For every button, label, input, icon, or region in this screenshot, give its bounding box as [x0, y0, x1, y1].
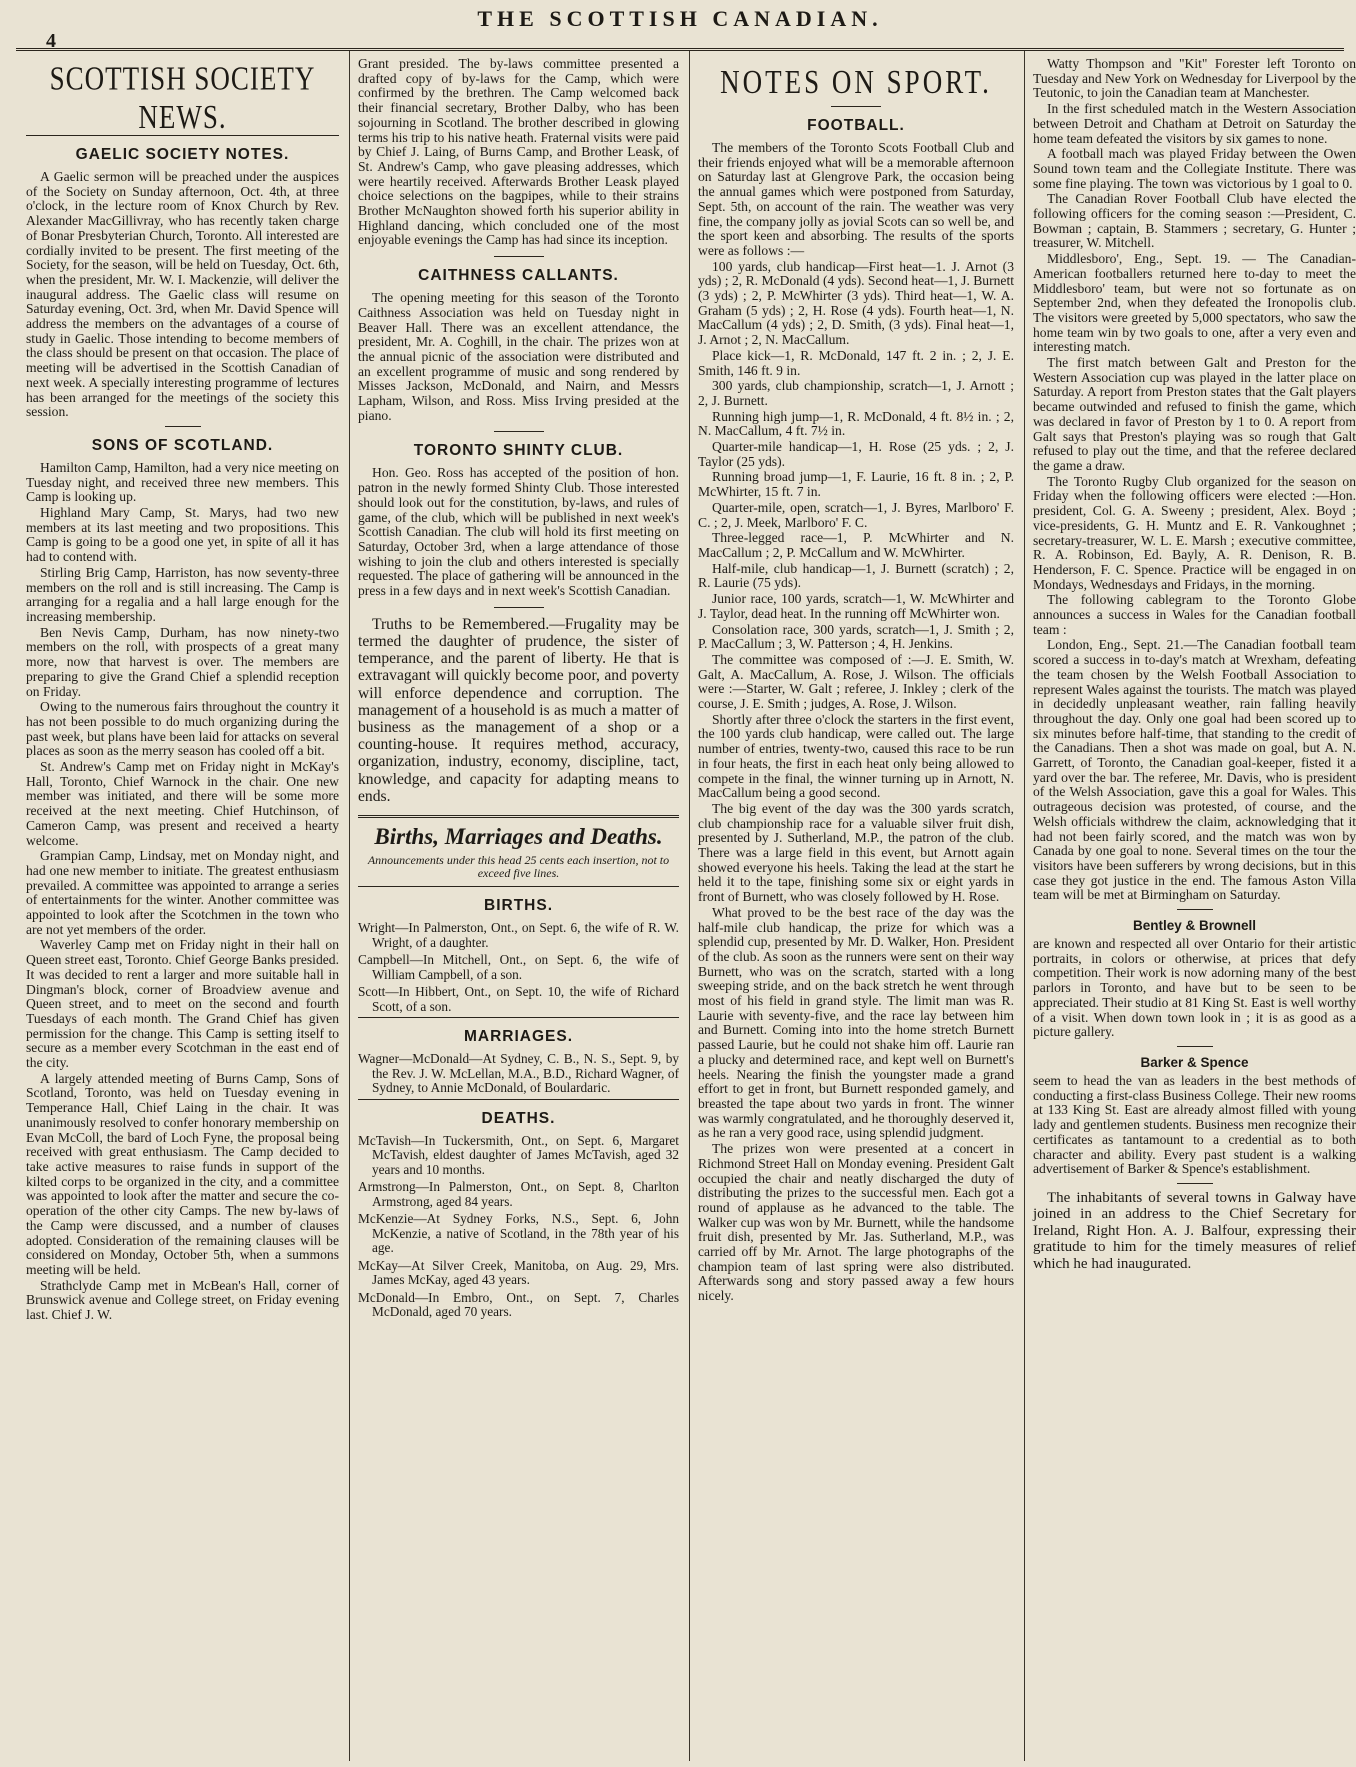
- gaelic-society-heading: GAELIC SOCIETY NOTES.: [75, 146, 290, 163]
- death-notice: McDonald—In Embro, Ont., on Sept. 7, Charles McDonald, aged 70 years.: [358, 1289, 679, 1320]
- death-notice: McKenzie—At Sydney Forks, N.S., Sept. 6, John McKenzie, a native of Scotland, in the 78th year of his age.: [358, 1211, 679, 1256]
- divider: [358, 886, 679, 887]
- sons-paragraph: Owing to the numerous fairs throughout the country it has not been possible to do much organizing during the past week, but plans have been laid for attacks on several places as soon as the merry season has cooled off a bit.: [26, 699, 339, 759]
- divider: [1177, 909, 1213, 910]
- marriage-notice: Wagner—McDonald—At Sydney, C. B., N. S., Sept. 9, by the Rev. J. W. McLellan, M.A., B.D., Richard Wagner, of Sydney, to Annie McDonald, of Boulardaric.: [358, 1051, 679, 1096]
- sons-paragraph: Highland Mary Camp, St. Marys, had two new members at its last meeting and two propositions. This Camp is going to be a good one yet, in spite of all it has had to contend with.: [26, 505, 339, 565]
- divider: [494, 431, 544, 432]
- sport-paragraph: Running high jump—1, R. McDonald, 4 ft. 8½ in. ; 2, N. MacCallum, 4 ft. 7½ in.: [698, 408, 1014, 439]
- sons-paragraph: Hamilton Camp, Hamilton, had a very nice meeting on Tuesday night, and received three new members. This Camp is looking up.: [26, 459, 339, 505]
- sport-paragraph: The Toronto Rugby Club organized for the season on Friday when the following officers were elected :—Hon. president, Col. G. A. Sweeny ; president, Alex. Boyd ; vice-presidents, G. H. Muntz and E. R. Vankoughnet ; secretary-treasurer, W. L. E. Marsh ; executive committee, R. A. Robinson, Ed. Bayly, A. R. Denison, R. B. Henderson, F. C. Spence. Practice will be engaged in on Mondays, Wednesdays and Fridays, in the morning.: [1033, 473, 1356, 592]
- sport-paragraph: The big event of the day was the 300 yards scratch, club championship race for a valuable silver fruit dish, presented by J. Sutherland, M.P., the patron of the club. There was a large field in this event, but Arnott again showed everyone his heels. Taking the lead at the start he held it to the tape, finishing some six or eight yards in front of Burnett, who was closely followed by H. Rose.: [698, 800, 1014, 905]
- notes-on-sport-banner: NOTES ON SPORT.: [720, 63, 992, 101]
- sport-paragraph: Place kick—1, R. McDonald, 147 ft. 2 in. ; 2, J. E. Smith, 146 ft. 9 in.: [698, 347, 1014, 378]
- barker-spence-ad: seem to head the van as leaders in the best methods of conducting a first-class Business College. Their new rooms at 133 King St. East are already almost filled with young lady and gentlemen students. Business men recognize their certificates as tantamount to a credential as to both character and ability. Every past student is a walking advertisement of Barker & Spence's establishment.: [1033, 1073, 1356, 1177]
- sons-paragraph: St. Andrew's Camp met on Friday night in McKay's Hall, Toronto, Chief Warnock in the chair. One new member was initiated, and there will be some more received at the next meeting. Chief Hutchinson, of Cameron Camp, was present and received a hearty welcome.: [26, 759, 339, 848]
- sons-paragraph: Grampian Camp, Lindsay, met on Monday night, and had one new member to initiate. The greatest enthusiasm prevailed. A committee was appointed to arrange a series of entertainments for the winter. Another committee was appointed to look after the Scotchmen in the town who are not yet members of the order.: [26, 848, 339, 937]
- sport-paragraph: Shortly after three o'clock the starters in the first event, the 100 yards club handicap, were called out. The large number of entries, twenty-two, caused this race to be run in four heats, the first in each heat only being allowed to compete in the final, the winner turning up in Arnott, N. MacCallum being a good second.: [698, 711, 1014, 801]
- birth-notice: Campbell—In Mitchell, Ont., on Sept. 6, the wife of William Campbell, of a son.: [358, 952, 679, 982]
- sport-paragraph: The following cablegram to the Toronto Globe announces a success in Wales for the Canadian football team :: [1033, 592, 1356, 637]
- sport-paragraph: Middlesboro', Eng., Sept. 19. — The Canadian-American footballers returned here to-day to meet the Middlesboro' team, but were not so fortunate as on September 2nd, when they defeated the Ironopolis club. The visitors were greeted by 5,000 spectators, who saw the home team win by two goals to one, after a very even and interesting match.: [1033, 251, 1356, 355]
- sport-paragraph: Quarter-mile handicap—1, H. Rose (25 yds. ; 2, J. Taylor (25 yds).: [698, 439, 1014, 469]
- divider: [165, 426, 201, 427]
- sport-paragraph: 300 yards, club championship, scratch—1, J. Arnott ; 2, J. Burnett.: [698, 378, 1014, 408]
- birth-notice: Wright—In Palmerston, Ont., on Sept. 6, the wife of R. W. Wright, of a daughter.: [358, 920, 679, 950]
- death-notice: McTavish—In Tuckersmith, Ont., on Sept. 6, Margaret McTavish, eldest daughter of James McTavish, aged 32 years and 10 months.: [358, 1132, 679, 1177]
- football-heading: FOOTBALL.: [807, 117, 905, 134]
- marriages-heading: MARRIAGES.: [463, 1028, 574, 1046]
- masthead: [16, 6, 1344, 51]
- columns: [26, 51, 1356, 1761]
- column-3: [689, 51, 1014, 1761]
- sons-paragraph: Ben Nevis Camp, Durham, has now ninety-two members on the roll, with prospects of a great many more, now that harvest is over. The members are preparing to give the Grand Chief a splendid reception on Friday.: [26, 624, 339, 699]
- column-4: [1024, 51, 1356, 1761]
- shinty-heading: TORONTO SHINTY CLUB.: [413, 442, 624, 460]
- column-1: [26, 51, 339, 1761]
- bentley-brownell-heading: Bentley & Brownell: [1132, 918, 1257, 934]
- page-number: 4: [46, 30, 56, 52]
- shinty-article: Hon. Geo. Ross has accepted of the position of hon. patron in the newly formed Shinty Club. Those interested should look out for the constitution, by-laws, and rules of game, of the club, which will be published in next week's Scottish Canadian. The club will hold its first meeting on Saturday, October 3rd, when a large attendance of those wishing to join the club and others interested is specially requested. The place of gathering will be announced in the press in a few days and in next week's Scottish Canadian.: [358, 465, 679, 599]
- sport-paragraph: Junior race, 100 yards, scratch—1, W. McWhirter and J. Taylor, dead heat. In the running off McWhirter won.: [698, 591, 1014, 621]
- truths-article: Truths to be Remembered.—Frugality may be termed the daughter of prudence, the sister of temperance, and the parent of liberty. He that is extravagant will quickly become poor, and poverty will enforce dependence and corruption. The management of a household is as much a matter of business as the management of a shop or a counting-house. It requires method, accuracy, organization, industry, economy, discipline, tact, knowledge, and capacity for adapting means to ends.: [358, 615, 679, 805]
- sport-paragraph: The prizes won were presented at a concert in Richmond Street Hall on Monday evening. President Galt occupied the chair and neatly discharged the duty of distributing the prizes to the successful men. Each got a round of applause as he advanced to the table. The Walker cup was won by Mr. Burnett, while the handsome fruit dish, presented by Mr. Jas. Sutherland, M.P., was carried off by Mr. Arnot. The large photographs of the champion team of last spring were also distributed. Afterwards song and story passed away a few hours nicely.: [698, 1141, 1014, 1304]
- sport-paragraph: Running broad jump—1, F. Laurie, 16 ft. 8 in. ; 2, P. McWhirter, 15 ft. 7 in.: [698, 469, 1014, 500]
- divider: [358, 1017, 679, 1018]
- newspaper-title: THE SCOTTISH CANADIAN.: [477, 6, 883, 31]
- bentley-brownell-ad: are known and respected all over Ontario for their artistic portraits, in colors or otherwise, at prices that defy competition. Their work is now adorning many of the best parlors in Toronto, and have but to be seen to be appreciated. Their studio at 81 King St. East is well worthy of a visit. When down town look in ; it is as good as a picture gallery.: [1033, 936, 1356, 1040]
- sport-paragraph: The committee was composed of :—J. E. Smith, W. Galt, A. MacCallum, A. Rose, J. Wilson. The officials were :—Starter, W. Galt ; referee, J. Inkley ; clerk of the course, J. E. Smith ; judges, A. Rose, J. Wilson.: [698, 651, 1014, 712]
- sport-paragraph: The first match between Galt and Preston for the Western Association cup was played in the latter place on Saturday. A report from Preston states that the Galt players became outwinded and refused to finish the game, which was declared in favor of Preston by 1 to 0. A report from Galt says that Preston's playing was so rough that Galt refused to play out the time, and that the referee declared the game a draw.: [1033, 355, 1356, 473]
- sons-paragraph: Stirling Brig Camp, Harriston, has now seventy-three members on the roll and is still increasing. The Camp is arranging for a regalia and a hall large enough for the increasing membership.: [26, 564, 339, 624]
- sport-paragraph: A football mach was played Friday between the Owen Sound town team and the Collegiate Institute. There was some fine playing. The town was victorious by 1 goal to 0.: [1033, 146, 1356, 191]
- sport-paragraph: The Canadian Rover Football Club have elected the following officers for the coming season :—President, C. Bowman ; captain, B. Stammers ; secretary, G. Hunter ; treasurer, W. Mitchell.: [1033, 191, 1356, 251]
- caithness-article: The opening meeting for this season of the Toronto Caithness Association was held on Tuesday night in Beaver Hall. There was an excellent attendance, the president, Mr. A. Coghill, in the chair. The prizes won at the annual picnic of the association were distributed and an excellent programme of music and song rendered by Misses Jackson, McDonald, and Nairn, and Messrs Lapham, Wilson, and Ross. Miss Irving presided at the piano.: [358, 290, 679, 423]
- barker-spence-heading: Barker & Spence: [1140, 1055, 1249, 1070]
- gaelic-article: A Gaelic sermon will be preached under the auspices of the Society on Sunday afternoon, Oct. 4th, at three o'clock, in the lecture room of Knox Church by Rev. Alexander MacGillivray, who has recently taken charge of Bonar Presbyterian Church, Toronto. All interested are cordially invited to be present. The first meeting of the Society, for the season, will be held on Tuesday, Oct. 6th, when the president, Mr. W. I. Mackenzie, will deliver the inaugural address. The Gaelic class will resume on Saturday evening, Oct. 3rd, when Mr. David Spence will address the members on the advantages of a course of study in Gaelic. Those intending to become members of the class should be present on that occasion. The place of meeting will be advertised in the Scottish Canadian of next week. A specially interesting programme of lectures has been arranged for the meetings of the society this session.: [26, 169, 339, 420]
- galway-article: The inhabitants of several towns in Galway have joined in an address to the Chief Secretary for Ireland, Right Hon. A. J. Balfour, expressing their gratitude to him for the timely measures of relief which he had inaugurated.: [1033, 1189, 1356, 1272]
- deaths-heading: DEATHS.: [481, 1109, 556, 1127]
- sport-paragraph: Three-legged race—1, P. McWhirter and N. MacCallum ; 2, P. McCallum and W. McWhirter.: [698, 530, 1014, 560]
- death-notice: McKay—At Silver Creek, Manitoba, on Aug. 29, Mrs. James McKay, aged 43 years.: [358, 1257, 679, 1288]
- scottish-society-news-banner: SCOTTISH SOCIETY NEWS.: [49, 59, 316, 136]
- strathclyde-continued: Grant presided. The by-laws committee presented a drafted copy of by-laws for the Camp, which were confirmed by the brethren. The Camp welcomed back their financial secretary, Brother Dalby, who has been sojourning in Scotland. The brother described in glowing terms his trip to his native heath. Fraternal visits were paid by Chief J. Laing, of Burns Camp, and Brother Leask, of St. Andrew's Camp, who gave pleasing addresses, which were heartily received. Afterwards Brother Leask played choice selections on the bagpipes, while to their strains Brother McNaughton showed forth his superior ability in Highland dancing, which concluded one of the most enjoyable evenings the Camp has had since its inception.: [358, 56, 679, 248]
- sport-paragraph: The members of the Toronto Scots Football Club and their friends enjoyed what will be a memorable afternoon on Saturday last at Glengrove Park, the occasion being the annual games which were postponed from Saturday, Sept. 5th, on account of the rain. The weather was very fine, the company jolly as jovial Scots can so well be, and the sport keen and absorbing. The results of the sports were as follows :—: [698, 140, 1014, 258]
- divider: [1177, 1183, 1213, 1184]
- sport-paragraph: London, Eng., Sept. 21.—The Canadian football team scored a success in to-day's match at Wrexham, defeating the team chosen by the Welsh Football Association to represent Wales against the tourists. The match was played in decidedly unpleasant weather, rain falling heavily throughout the day. Only one goal had been scored up to six minutes before half-time, that standing to the credit of the Canadians. Then a shot was made on goal, but A. N. Garrett, of Toronto, the Canadian goal-keeper, fisted it a yard over the bar. The referee, Mr. Davis, who is president of the Welsh Association, gave this a goal for Wales. This outrageous decision was protested, of course, and the Welsh officials withdrew the claim, acknowledging that it had not been fairly scored, and the match was won by Canada by one goal to none. Several times on the tour the visitors have been sufferers by wrong decisions, but in this case they got justice in the end. The famous Aston Villa team will be met at Birmingham on Saturday.: [1033, 637, 1356, 903]
- sport-paragraph: 100 yards, club handicap—First heat—1. J. Arnot (3 yds) ; 2, R. McDonald (4 yds). Second heat—1, J. Burnett (3 yds) ; 2, P. McWhirter (3 yds). Third heat—1, W. A. Graham (5 yds) ; 2, H. Rose (4 yds). Fourth heat—1, N. MacCallum (4 yds) ; 2, D. Smith, (3 yds). Final heat—1, J. Arnot ; 2, N. MacCallum.: [698, 258, 1014, 348]
- divider: [831, 106, 881, 107]
- sons-paragraph: A largely attended meeting of Burns Camp, Sons of Scotland, Toronto, was held on Tuesday evening in Temperance Hall, Chief Laing in the chair. It was unanimously resolved to confer honorary membership on Evan McColl, the bard of Loch Fyne, the proposal being received with great enthusiasm. The Camp decided to take active measures to raise funds in support of the kilted corps to be organized in the city, and a committee was appointed to look after the matter and secure the co-operation of the other city Camps. The new by-laws of the Camp were discussed, and a number of clauses adopted. Consideration of the remaining clauses will be considered on Monday, October 5th, when a summons meeting will be held.: [26, 1070, 339, 1277]
- sport-paragraph: Quarter-mile, open, scratch—1, J. Byres, Marlboro' F. C. ; 2, J. Meek, Marlboro' F. C.: [698, 499, 1014, 530]
- sport-paragraph: Half-mile, club handicap—1, J. Burnett (scratch) ; 2, R. Laurie (75 yds).: [698, 560, 1014, 591]
- sons-of-scotland-heading: SONS OF SCOTLAND.: [91, 436, 274, 454]
- bmd-note: Announcements under this head 25 cents each insertion, not to exceed five lines.: [367, 853, 670, 881]
- death-notice: Armstrong—In Palmerston, Ont., on Sept. 8, Charlton Armstrong, aged 84 years.: [358, 1179, 679, 1209]
- births-heading: BIRTHS.: [484, 897, 553, 915]
- divider: [1177, 1046, 1213, 1047]
- divider: [494, 607, 544, 608]
- sport-paragraph: Watty Thompson and "Kit" Forester left Toronto on Tuesday and New York on Wednesday for Liverpool by the Teutonic, to join the Canadian team at Manchester.: [1033, 56, 1356, 101]
- caithness-heading: CAITHNESS CALLANTS.: [418, 267, 619, 285]
- sons-paragraph: Strathclyde Camp met in McBean's Hall, corner of Brunswick avenue and College street, on Friday evening last. Chief J. W.: [26, 1277, 339, 1323]
- sons-paragraph: Waverley Camp met on Friday night in their hall on Queen street east, Toronto. Chief George Banks presided. It was decided to rent a larger and more suitable hall in Dingman's block, corner of Broadview avenue and Queen street, and to meet on the second and fourth Tuesdays of each month. The Grand Chief has given permission for the change. This Camp is setting itself to secure as a member every Scotchman in the east end of the city.: [26, 937, 339, 1071]
- divider: [494, 256, 544, 257]
- sport-paragraph: Consolation race, 300 yards, scratch—1, J. Smith ; 2, P. MacCallum ; 3, W. Patterson ; 4, H. Jenkins.: [698, 621, 1014, 652]
- sport-paragraph: What proved to be the best race of the day was the half-mile club handicap, the prize for which was a splendid cup, presented by Mr. D. Walker, Hon. President of the club. As soon as the runners were sent on their way Burnett, who was on the scratch, started with a long sweeping stride, and on the back stretch he went through most of his field in grand style. The limit man was R. Laurie with seventy-five, and the race lay between him and Burnett. Coming into into the home stretch Burnett passed Laurie, but he could not shake him off. Laurie ran a plucky and determined race, and kept well on Burnett's heels. Nearing the finish the youngster made a grand effort to get in front, but Burnett responded gamely, and breasted the tape about two yards in front. The winner was warmly congratulated, and he thoroughly deserved it, as he ran a very good race, using splendid judgment.: [698, 904, 1014, 1141]
- column-2: [349, 51, 679, 1761]
- bmd-heading: Births, Marriages and Deaths.: [358, 815, 679, 850]
- birth-notice: Scott—In Hibbert, Ont., on Sept. 10, the wife of Richard Scott, of a son.: [358, 984, 679, 1014]
- sport-paragraph: In the first scheduled match in the Western Association between Detroit and Chatham at Detroit on Saturday the home team defeated the visitors by six games to none.: [1033, 101, 1356, 146]
- divider: [358, 1099, 679, 1100]
